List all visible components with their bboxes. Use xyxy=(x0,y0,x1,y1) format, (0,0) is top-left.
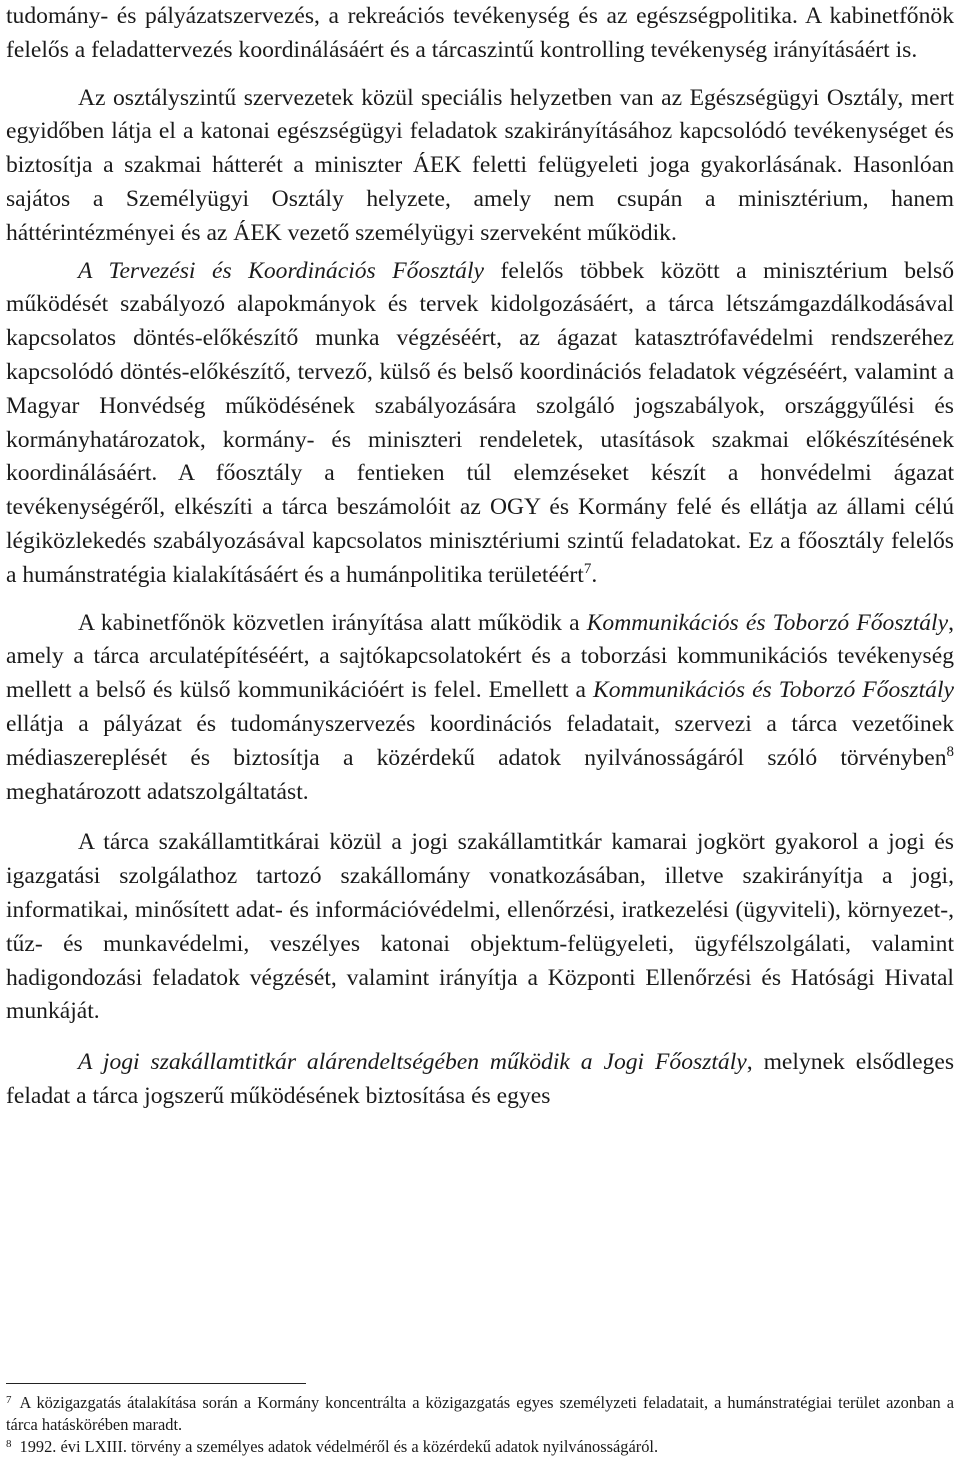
italic-text: A Tervezési és Koordinációs Főosztály xyxy=(78,257,485,284)
paragraph-text: , melynek elsődleges feladat a tárca jogszerű működésének biztosítása és egyes xyxy=(6,1049,955,1109)
italic-text: Kommunikációs és Toborzó Főosztály xyxy=(586,609,949,636)
paragraph-1 xyxy=(6,0,954,68)
paragraph-6 xyxy=(6,1046,954,1114)
footnote-number: 8 xyxy=(6,1438,12,1450)
paragraph-text: felelős többek között a minisztérium belső működését szabályozó alapokmányok és tervek kidolgozásáért, a tárca létszámgazdálkodásával kapcsolatos döntés-előkészítő munka végzéséért, az ágazat katasztrófavédelmi rendszeréhez kapcsolódó döntés-előkészítő, tervező, külső és belső koordinációs feladatok végzéséért, valamint a Magyar Honvédség működésének szabályozására szolgáló jogszabályok, országgyűlési és kormányhatározatok, kormány- és miniszteri rendeletek, utasítások szakmai előkészítésének koordinálásáért. A főosztály a fentieken túl elemzéseket készít a honvédelmi ágazat tevékenységéről, elkészíti a tárca beszámolóit az OGY és Kormány felé és ellátja az állami célú légiközlekedés szabályozásával kapcsolatos minisztériumi szintű feladatokat. Ez a főosztály felelős a humánstratégia kialakításáért és a humánpolitika területéért xyxy=(6,257,954,588)
paragraph-text: A kabinetfőnök közvetlen irányítása alatt működik a xyxy=(78,609,587,636)
italic-text: Kommunikációs és Toborzó Főosztály xyxy=(593,677,954,704)
footnote-7 xyxy=(6,1392,954,1436)
paragraph-text: , amely a tárca arculatépítéséért, a sajtókapcsolatokért és a toborzási kommunikációs tevékenység mellett a belső és külső kommunikációért is felel. Emellett a xyxy=(6,609,954,704)
paragraph-text: Az osztályszintű szervezetek közül speciális helyzetben van az Egészségügyi Osztály, mert egyidőben látja el a katonai egészségügyi feladatok szakirányításához kapcsolódó tevékenységet és biztosítja a szakmai hátterét a miniszter ÁEK feletti felügyeleti joga gyakorlásának. Hasonlóan sajátos a Személyügyi Osztály helyzete, amely nem csupán a minisztérium, hanem háttérintézményei és az ÁEK vezető személyügyi szerveként működik. xyxy=(6,84,954,246)
footnote-number: 7 xyxy=(6,1394,12,1406)
paragraph-4 xyxy=(6,607,954,810)
italic-text: A jogi szakállamtitkár alárendeltségében működik a Jogi Főosztály xyxy=(78,1049,747,1076)
paragraph-text: meghatározott adatszolgáltatást. xyxy=(6,778,309,805)
footnote-reference: 8 xyxy=(946,743,954,760)
paragraph-text: ellátja a pályázat és tudományszervezés koordinációs feladatait, szervezi a tárca vezetőinek médiaszereplését és biztosítja a közérdekű adatok nyilvánosságáról szóló törvényben xyxy=(6,710,954,771)
footnote-reference: 7 xyxy=(583,560,592,577)
footnotes xyxy=(6,1392,954,1458)
footnote-text: 1992. évi LXIII. törvény a személyes adatok védelméről és a közérdekű adatok nyilvánosságáról. xyxy=(19,1437,659,1456)
footnote-text: A közigazgatás átalakítása során a Kormány koncentrálta a közigazgatás egyes személyzeti feladatait, a humánstratégiai terület azonban a tárca hatáskörében maradt. xyxy=(6,1393,954,1434)
paragraph-3 xyxy=(6,255,954,593)
footnote-8 xyxy=(6,1436,954,1458)
paragraph-text: tudomány- és pályázatszervezés, a rekreációs tevékenység és az egészségpolitika. A kabinetfőnök felelős a feladattervezés koordinálásáért és a tárcaszintű kontrolling tevékenység irányításáért is. xyxy=(6,3,954,63)
paragraph-text: A tárca szakállamtitkárai közül a jogi szakállamtitkár kamarai jogkört gyakorol a jogi és igazgatási szolgálathoz tartozó szakállomány vonatkozásában, illetve szakirányítja a jogi, informatikai, minősített adat- és információvédelmi, ellenőrzési, iratkezelési (ügyviteli), környezet-, tűz- és munkavédelmi, veszélyes katonai objektum-felügyeleti, ügyfélszolgálati, valamint hadigondozási feladatok végzését, valamint irányítja a Központi Ellenőrzési és Hatósági Hivatal munkáját. xyxy=(6,829,954,1025)
document-body xyxy=(6,0,954,1114)
footnote-separator xyxy=(6,1383,306,1384)
paragraph-text: . xyxy=(591,561,598,588)
paragraph-5 xyxy=(6,826,954,1029)
paragraph-2 xyxy=(6,82,954,251)
